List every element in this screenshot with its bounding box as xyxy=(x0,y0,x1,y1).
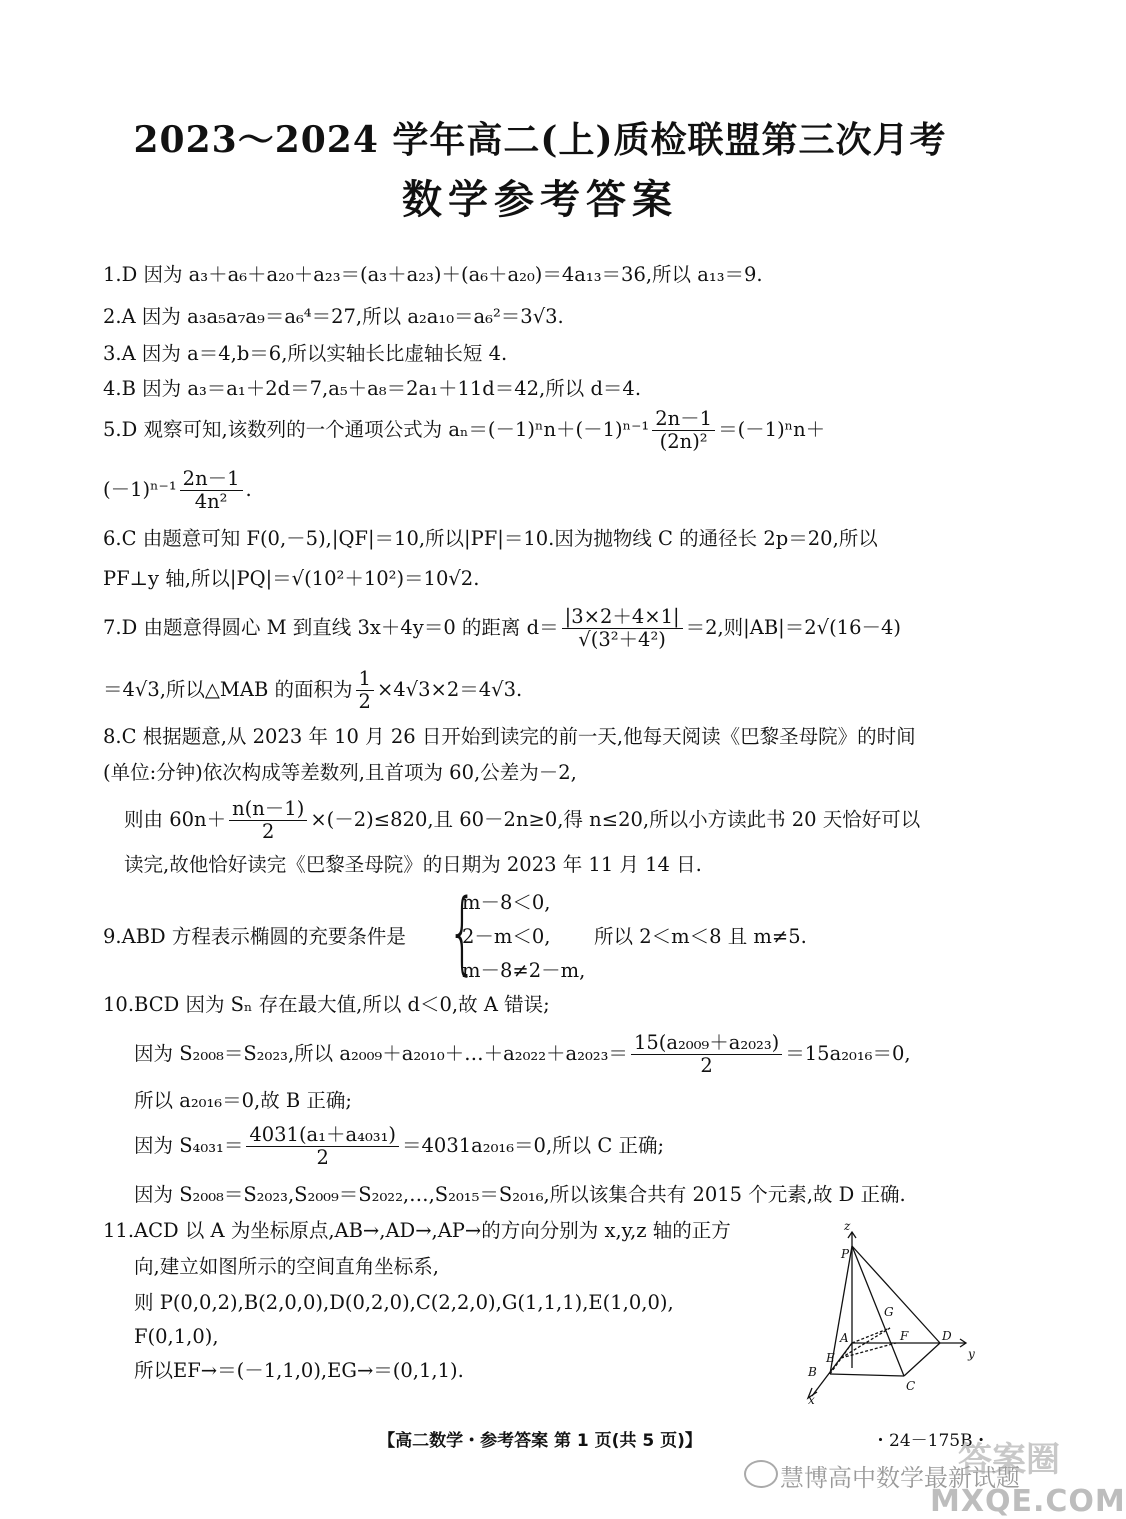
answer-10-line3: 所以 a₂₀₁₆＝0,故 B 正确; xyxy=(134,1089,352,1112)
wechat-icon xyxy=(744,1460,778,1488)
answer-6-line1: 6.C 由题意可知 F(0,－5),|QF|＝10,所以|PF|＝10.因为抛物线 C 的通径长 2p＝20,所以 xyxy=(103,527,878,550)
label-c: C xyxy=(906,1379,916,1393)
answer-7-text: 7.D 由题意得圆心 M 到直线 3x＋4y＝0 的距离 d＝ xyxy=(103,616,559,639)
fraction-denominator: (2n)² xyxy=(659,430,708,453)
label-g: G xyxy=(884,1305,894,1319)
watermark-site: MXQE.COM xyxy=(930,1484,1126,1519)
answer-11-line3: 则 P(0,0,2),B(2,0,0),D(0,2,0),C(2,2,0),G(1,1,1),E(1,0,0), xyxy=(134,1291,674,1314)
answer-5-text: 5.D 观察可知,该数列的一个通项公式为 aₙ＝(－1)ⁿn＋(－1)ⁿ⁻¹ xyxy=(103,418,650,441)
label-e: E xyxy=(826,1351,835,1365)
fraction-numerator: 2n－1 xyxy=(652,408,715,431)
pyramid-figure xyxy=(800,1218,990,1408)
fraction xyxy=(652,408,715,453)
label-a: A xyxy=(840,1331,849,1345)
answer-11-line2: 向,建立如图所示的空间直角坐标系, xyxy=(134,1255,439,1278)
fraction-numerator: 1 xyxy=(356,668,374,691)
watermark-brand: 答案圈 xyxy=(958,1440,1060,1480)
segment-ef xyxy=(841,1343,896,1358)
answer-7-line2 xyxy=(103,662,522,718)
answer-9-condition-1: m－8＜0, xyxy=(462,891,551,914)
fraction xyxy=(246,1124,399,1169)
fraction xyxy=(180,468,243,513)
fraction xyxy=(229,798,307,843)
answer-9-condition-3: m－8≠2－m, xyxy=(462,959,586,982)
answer-3: 3.A 因为 a＝4,b＝6,所以实轴长比虚轴长短 4. xyxy=(103,342,508,365)
answer-4: 4.B 因为 a₃＝a₁＋2d＝7,a₅＋a₈＝2a₁＋11d＝42,所以 d＝4. xyxy=(103,377,642,400)
label-b: B xyxy=(808,1365,817,1379)
answer-10-text-3: 因为 S₄₀₃₁＝ xyxy=(134,1134,244,1157)
answer-11-line1: 11.ACD 以 A 为坐标原点,AB→,AD→,AP→的方向分别为 x,y,z 轴的正方 xyxy=(103,1219,731,1242)
document-code: ・24－175B・ xyxy=(872,1431,990,1451)
answer-10-text-4: ＝4031a₂₀₁₆＝0,所以 C 正确; xyxy=(402,1134,665,1157)
answer-7-text-2: ＝2,则|AB|＝2√(16－4) xyxy=(685,616,902,639)
answer-5-text-2: ＝(－1)ⁿn＋ xyxy=(718,418,826,441)
answer-5-text-4: . xyxy=(245,478,252,501)
answer-8-text: 则由 60n＋ xyxy=(124,808,227,831)
answer-10-line2 xyxy=(134,1026,911,1082)
answer-8-line4: 读完,故他恰好读完《巴黎圣母院》的日期为 2023 年 11 月 14 日. xyxy=(124,853,702,876)
answer-11-line5: 所以EF→＝(－1,1,0),EG→＝(0,1,1). xyxy=(134,1359,464,1382)
fraction-denominator: 2 xyxy=(700,1054,713,1077)
answer-10-line1: 10.BCD 因为 Sₙ 存在最大值,所以 d＜0,故 A 错误; xyxy=(103,993,550,1016)
answer-5-line2 xyxy=(103,462,252,518)
fraction-denominator: √(3²＋4²) xyxy=(578,628,666,651)
fraction-numerator: 15(a₂₀₀₉＋a₂₀₂₃) xyxy=(631,1032,782,1055)
fraction xyxy=(631,1032,782,1077)
answer-10-line5: 因为 S₂₀₀₈＝S₂₀₂₃,S₂₀₀₉＝S₂₀₂₂,…,S₂₀₁₅＝S₂₀₁₆,所以该集合共有 2015 个元素,故 D 正确. xyxy=(134,1183,906,1206)
fraction-denominator: 2 xyxy=(358,690,371,713)
label-f: F xyxy=(900,1329,909,1343)
edge-pc xyxy=(852,1246,904,1376)
page-footer: 【高二数学・参考答案 第 1 页(共 5 页)】 xyxy=(378,1431,702,1451)
fraction-numerator: |3×2＋4×1| xyxy=(562,606,683,629)
answer-8-line1: 8.C 根据题意,从 2023 年 10 月 26 日开始到读完的前一天,他每天阅读《巴黎圣母院》的时间 xyxy=(103,725,916,748)
fraction-denominator: 4n² xyxy=(194,490,228,513)
answer-10-line4 xyxy=(134,1118,664,1174)
label-d: D xyxy=(942,1329,952,1343)
document-subtitle: 数学参考答案 xyxy=(402,176,678,223)
fraction-numerator: n(n－1) xyxy=(229,798,307,821)
answer-7-line1 xyxy=(103,600,901,656)
fraction-denominator: 2 xyxy=(316,1146,329,1169)
answer-10-text: 因为 S₂₀₀₈＝S₂₀₂₃,所以 a₂₀₀₉＋a₂₀₁₀＋…＋a₂₀₂₂＋a₂₀₂₃＝ xyxy=(134,1042,628,1065)
label-x: x xyxy=(808,1393,815,1407)
fraction-denominator: 2 xyxy=(261,820,275,843)
fraction-numerator: 2n－1 xyxy=(180,468,243,491)
answer-9-condition-2: 2－m＜0, xyxy=(462,925,551,948)
answer-10-text-2: ＝15a₂₀₁₆＝0, xyxy=(785,1042,911,1065)
system-brace: { xyxy=(448,880,477,985)
answer-11-line4: F(0,1,0), xyxy=(134,1325,219,1348)
segment-ag xyxy=(852,1328,890,1343)
answer-7-text-3: ＝4√3,所以△MAB 的面积为 xyxy=(103,678,353,701)
fraction-numerator: 4031(a₁＋a₄₀₃₁) xyxy=(246,1124,399,1147)
answer-8-line2: (单位:分钟)依次构成等差数列,且首项为 60,公差为－2, xyxy=(103,761,577,784)
answer-1: 1.D 因为 a₃＋a₆＋a₂₀＋a₂₃＝(a₃＋a₂₃)＋(a₆＋a₂₀)＝4a₁₃＝36,所以 a₁₃＝9. xyxy=(103,263,763,286)
fraction xyxy=(562,606,683,651)
edge-pd xyxy=(852,1246,940,1343)
label-p: P xyxy=(841,1247,850,1261)
edge-bc xyxy=(830,1374,904,1376)
answer-8-line3 xyxy=(124,792,920,848)
document-title: 2023～2024 学年高二(上)质检联盟第三次月考 xyxy=(133,119,947,161)
edge-cd xyxy=(904,1343,940,1376)
answer-5-line1 xyxy=(103,402,825,458)
label-y: y xyxy=(968,1347,975,1361)
fraction xyxy=(356,668,374,713)
label-z: z xyxy=(844,1219,851,1233)
watermark-text: 慧博高中数学最新试题 xyxy=(780,1464,1020,1492)
answer-5-text-3: (－1)ⁿ⁻¹ xyxy=(103,478,177,501)
answer-9-conclusion: 所以 2＜m＜8 且 m≠5. xyxy=(594,925,807,948)
answer-8-text-2: ×(－2)≤820,且 60－2n≥0,得 n≤20,所以小方读此书 20 天恰好可以 xyxy=(310,808,921,831)
answer-2: 2.A 因为 a₃a₅a₇a₉＝a₆⁴＝27,所以 a₂a₁₀＝a₆²＝3√3. xyxy=(103,305,564,328)
answer-9-lead: 9.ABD 方程表示椭圆的充要条件是 xyxy=(103,925,406,948)
answer-6-line2: PF⊥y 轴,所以|PQ|＝√(10²＋10²)＝10√2. xyxy=(103,567,480,590)
answer-7-text-4: ×4√3×2＝4√3. xyxy=(376,678,523,701)
